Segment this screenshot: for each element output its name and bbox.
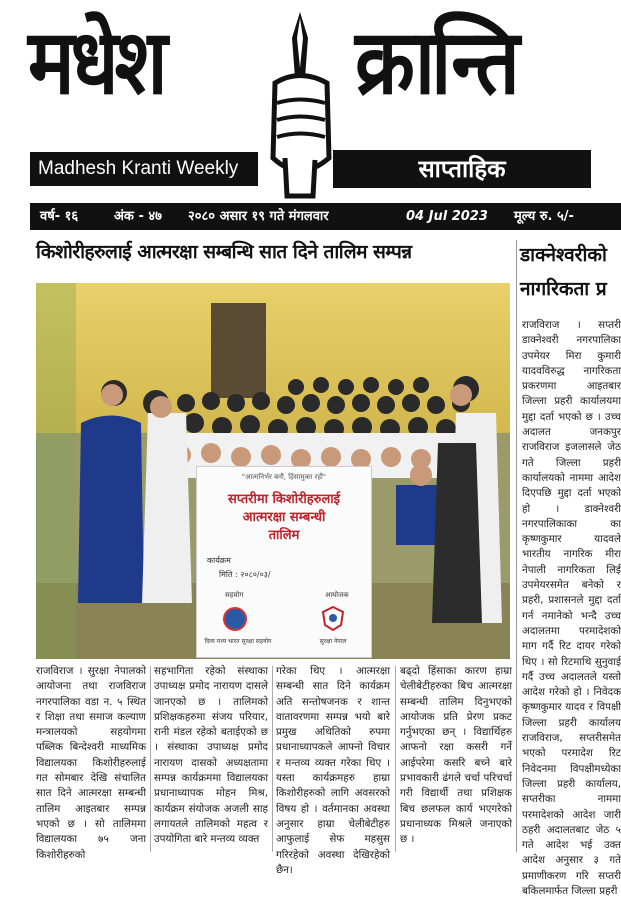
date-strip <box>30 203 621 230</box>
banner-line2: आत्मरक्षा सम्बन्धी <box>242 510 326 525</box>
main-headline: किशोरीहरुलाई आत्मरक्षा सम्बन्धि सात दिने तालिम सम्पन्न <box>36 241 412 263</box>
banner-host-label: सहयोग <box>225 591 244 599</box>
article-column-1: राजविराज । सुरक्षा नेपालको आयोजना तथा राजविराज नगरपालिका वडा न. ५ स्थित र शिक्षा तथा समाज कल्याण मन्त्रालयको सहयोगमा पब्लिक बिन्देश्वरी माध्यमिक विद्यालयका किशोरीहरुलाई गत सोमबार देखि संचालित सात दिने आत्मरक्षा सम्बन्धी तालिम आइतबार सम्पन्न भएको छ । सो तालिममा विद्यालयका ७५ जना किशोरीहरुको <box>36 665 146 861</box>
banner-organizer-label: आयोजक <box>325 591 349 599</box>
english-name-bar: Madhesh Kranti Weekly <box>30 152 258 186</box>
host-org-logo-icon <box>223 607 247 631</box>
article-column-4: बढ्दो हिंसाका कारण हाम्रा चेलीबेटीहरुका बिच आत्मरक्षा सम्बन्धी तालिम दिनुभएको आयोजक प्रति प्रेरण प्रकट गर्नुभएका छन् । विद्यार्थिहरु आफनो रक्षा कसरी गर्ने आईपरेमा कसरि बच्ने बारे प्रभावकारी ढंगले चर्चा परिचर्चा गरी विद्यार्थी तथा प्रशिक्षक बिच छलफल कार्य भएगरेको प्रधानाध्यक मिश्रले जनाएको छ । <box>400 665 512 846</box>
side-headline-line2: नागरिकता प्र <box>520 278 607 300</box>
article-column-2: सहभागिता रहेको संस्थाका उपाध्यक्ष प्रमोद नारायण दासले जानएको छ । तालिमको प्रशिक्षकहरुमा संजय परियार, रानी मंडल रहेको बताईएको छ । संस्थाका उपाध्यक्ष प्रमोद नारायण दासको अध्यक्षतामा सम्पन्न कार्यक्रममा विद्यालयका प्रधानाध्यापक मोहन मिश्र, कार्यक्रम संयोजक अजली साह लगायतले तालिमको महत्व र उपयोगिता बारे मन्तव्य व्यक्त <box>154 665 268 846</box>
banner-program-label: कार्यक्रम <box>207 556 231 565</box>
banner-organizer-org: सुरक्षा नेपाल <box>319 638 347 645</box>
side-article-body: राजविराज । सप्तरी डाक्नेश्वरी नगरपालिका उपमेयर मिरा कुमारी यादवविरुद्ध नागरिकता प्रकरणमा आइतबार जिल्ला प्रहरी कार्यालयमा मुद्दा दर्ता भएको छ । उच्च अदालत जनकपुर राजविराज इजलासले जेठ गते जिल्ला प्रहरी कार्यालयको नाममा आदेश दिएपछि मुद्दा दर्ता भएको हो । डाक्नेश्वरी नगरपालिकाका का कृष्णकुमार यादवले भारतीय नागरिक मीरा नेपाली नागरिकता लिई उपमेयरसमेत बनेको र प्रहरी, प्रशासनले मुद्दा दर्ता गर्न नमानेको भन्दै उच्च अदालतमा परमादेशको माग गर्दै रिट दायर गरेको थिए । सो रिटमाथि सुनुवाई गर्दै उच्च अदालतले यस्तो आदेश गरेको हो । निवेदक कृष्णकुमार यादव र विपक्षी जिल्ला प्रहरी कार्यालय राजविराज, सप्तरीसमेत भएको परमादेश रिट निवेदनमा विपक्षीमध्येका जिल्ला प्रहरी कार्यालय, सप्तरीका नाममा परमादेशको आदेश जारी ठहरी अदालतबाट जेठ ५ गते आदेश भई उक्त आदेश अनुसार ३ गते प्रमाणीकरण गरि सप्तरी बकिलमार्फत जिल्ला प्रहरी <box>522 319 621 897</box>
banner-date-label: मिति : २०८०/०३/ <box>219 570 271 579</box>
side-headline-line1: डाक्नेश्वरीको <box>520 244 607 266</box>
issue-label: अंक - ४७ <box>114 209 162 224</box>
masthead <box>0 0 621 200</box>
side-headline <box>520 238 621 306</box>
training-banner <box>196 466 372 658</box>
banner-line1: सप्तरीमा किशोरीहरुलाई <box>227 492 341 507</box>
english-date: 04 Jul 2023 <box>406 209 488 224</box>
article-photo <box>36 283 510 659</box>
banner-host-org: दिव्य मध्य भारत सुरक्षा सहयोग <box>204 638 272 645</box>
hand-pen-logo-icon <box>255 8 345 198</box>
masthead-title-left: मधेश <box>28 11 164 115</box>
banner-tagline: "आत्मनिर्भर बनौं, हिंसामुक्त रहौं" <box>241 473 327 481</box>
column-divider <box>516 240 517 852</box>
price-label: मूल्य रु. ५/- <box>514 209 574 224</box>
volume-label: वर्ष- १६ <box>40 209 79 224</box>
banner-line3: तालिम <box>268 528 300 543</box>
nepali-date: २०८० असार १९ गते मंगलवार <box>188 209 329 224</box>
masthead-title-right: क्रान्ति <box>355 11 516 115</box>
organizer-logo-icon <box>321 605 345 631</box>
weekly-label-bar: साप्ताहिक <box>333 150 591 188</box>
article-column-3: गरेका थिए । आत्मरक्षा सम्बन्धी सात दिने कार्यक्रम अति सन्तोषजनक र शान्त वातावरणमा सम्पन्न भयो बारे प्रमुख अथितिको रुपमा प्रधानाध्यापकले आफ्नो विचार र मन्तव्य व्यक्त गरेका थिए । यस्ता कार्यक्रमहरु हाम्रा किशोरीहरुको लागि अवसरको विषय हो । वर्तमानका अवस्था अनुसार हाम्रा चेलीबेटीहरु आफुलाई सेफ महसुस गरिरहेको अवस्था देखिरहेको छैन। <box>276 665 390 876</box>
